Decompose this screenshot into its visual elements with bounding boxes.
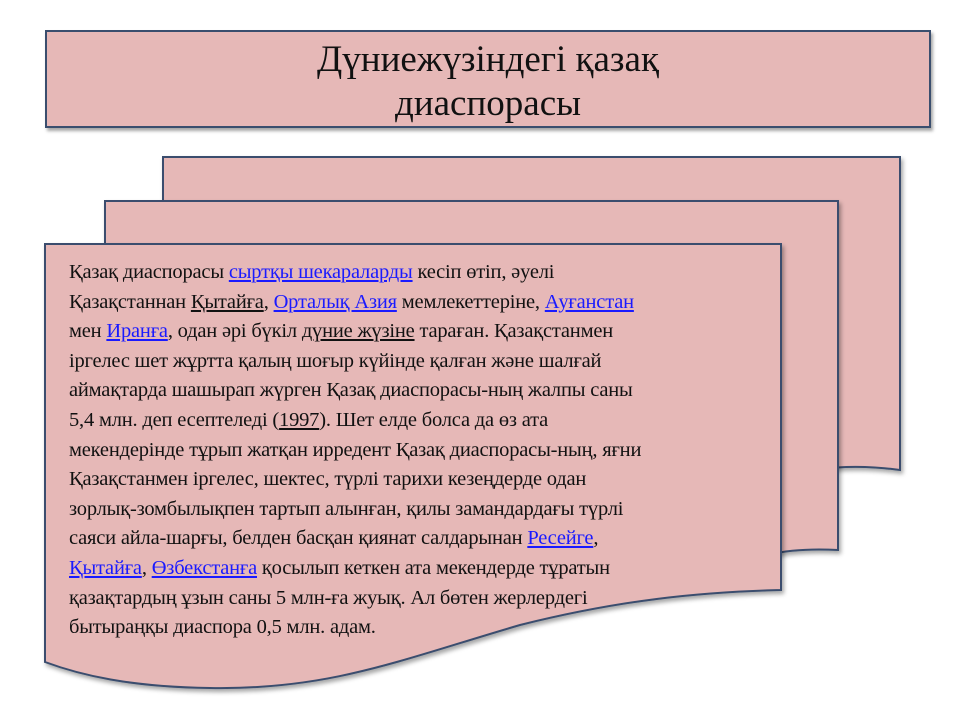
text-line <box>69 524 641 554</box>
text-line <box>69 584 641 614</box>
text-segment: , <box>141 556 152 579</box>
text-segment: саяси айла-шарғы, белден басқан қиянат салдарынан <box>69 527 528 550</box>
text-segment: қазақтардың ұзын саны 5 млн-ға жуық. Ал бөтен жерлердегі <box>69 586 588 609</box>
text-line <box>69 465 641 495</box>
text-line <box>69 258 641 288</box>
hyperlink[interactable]: Орталық Азия <box>273 290 397 313</box>
text-segment: мемлекеттеріне, <box>396 290 545 313</box>
title-line-1: Дүниежүзіндегі қазақ <box>317 39 659 80</box>
text-line <box>69 347 641 377</box>
text-line <box>69 317 641 347</box>
text-segment: іргелес шет жұртта қалың шоғыр күйінде қалған және шалғай <box>69 349 602 372</box>
text-segment: , <box>593 527 599 550</box>
text-segment: Қазақ диаспорасы <box>69 261 229 283</box>
text-segment: Қазақстаннан <box>69 290 191 313</box>
text-segment: зорлық-зомбылықпен тартып алынған, қилы замандардағы түрлі <box>69 497 624 520</box>
text-line <box>69 406 641 436</box>
hyperlink[interactable]: Қытайға <box>69 556 142 579</box>
body-paragraph <box>69 258 641 643</box>
text-segment: мен <box>69 320 107 343</box>
text-line <box>69 436 641 466</box>
text-line <box>69 376 641 406</box>
hyperlink[interactable]: Ауғанстан <box>544 290 634 313</box>
text-line <box>69 288 641 318</box>
text-segment: , одан әрі бүкіл <box>167 320 302 343</box>
text-segment: Қазақстанмен іргелес, шектес, түрлі тарихи кезеңдерде одан <box>69 468 587 491</box>
text-segment: аймақтарда шашырап жүрген Қазақ диаспорасы-ның жалпы саны <box>69 379 633 402</box>
title-line-2: диаспорасы <box>395 83 581 124</box>
title-box <box>45 30 931 128</box>
text-line <box>69 495 641 525</box>
text-segment: бытыраңқы диаспора 0,5 млн. адам. <box>69 616 376 639</box>
hyperlink[interactable]: Өзбекстанға <box>151 556 257 579</box>
text-segment: қосылып кеткен ата мекендерде тұратын <box>257 556 610 579</box>
text-segment: , <box>263 290 274 313</box>
text-segment: тараған. Қазақстанмен <box>414 320 614 343</box>
hyperlink[interactable]: Иранға <box>106 320 168 343</box>
hyperlink[interactable]: Ресейге <box>527 527 594 550</box>
text-segment: 5,4 млн. деп есептеледі ( <box>69 408 280 431</box>
text-segment: кесіп өтіп, әуелі <box>412 261 555 283</box>
text-line <box>69 613 641 643</box>
underlined-text: 1997 <box>279 408 320 431</box>
text-line <box>69 554 641 584</box>
hyperlink[interactable]: сыртқы шекараларды <box>228 261 413 283</box>
underlined-text: дүние жүзіне <box>301 320 415 343</box>
text-segment: ). Шет елде болса да өз ата <box>319 408 548 431</box>
underlined-text: Қытайға <box>190 290 264 313</box>
text-segment: мекендерінде тұрып жатқан ирредент Қазақ диаспорасы-ның, яғни <box>69 438 642 461</box>
